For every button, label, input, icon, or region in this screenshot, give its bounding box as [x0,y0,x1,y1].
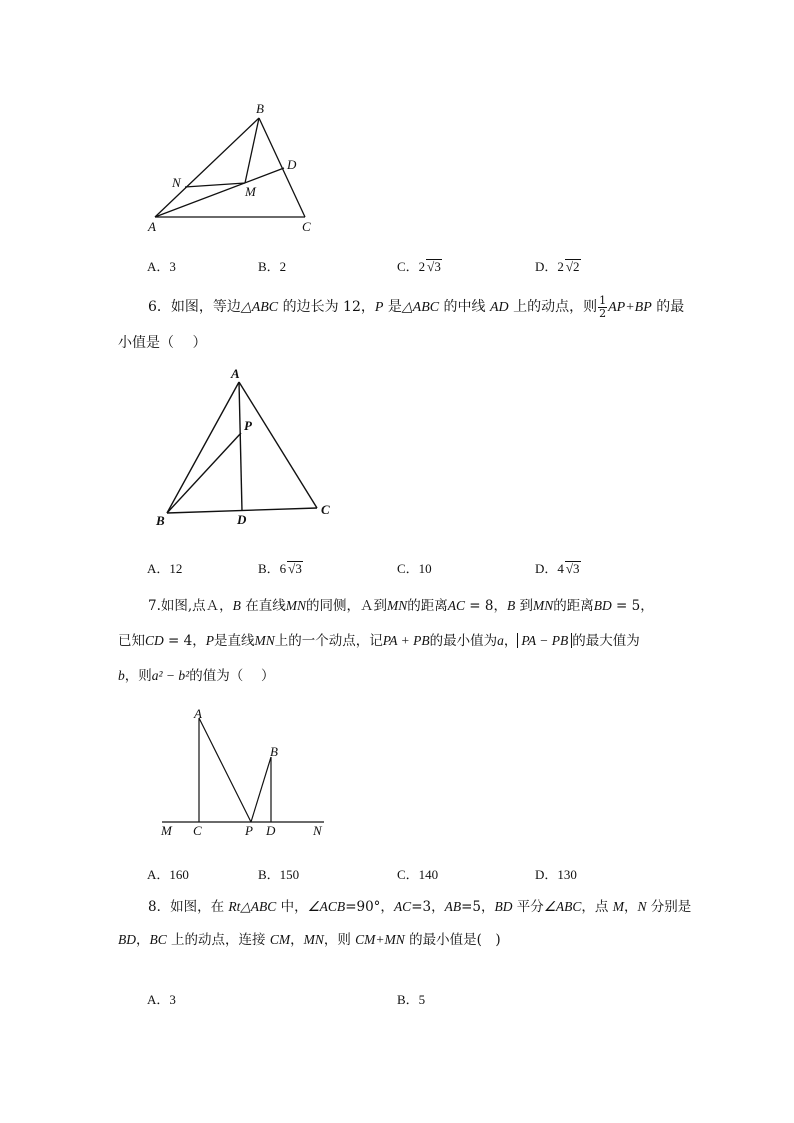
q8-option-a[interactable]: A．3 [147,992,176,1007]
fig6-label-D: D [237,512,247,527]
q6-option-b[interactable]: B．6 √3 [258,561,302,576]
fig6-label-B: B [156,513,165,528]
q5-option-c[interactable]: C．2 √3 [397,259,441,274]
q6-option-a[interactable]: A．12 [147,561,183,576]
sqrt-sign: √3 [565,561,580,576]
q6-stem-line1: 6．如图，等边△ABC 的边长为 12，P 是△ABC 的中线 AD 上的动点，则 $\frac{1}{2}$ AP+BP 的最 [148,294,685,320]
fig7-label-B: B [270,744,278,759]
fig5-label-A: A [148,219,156,234]
q6-option-d[interactable]: D．4 √3 [535,561,580,576]
segment-PB [251,757,271,822]
q7-option-c[interactable]: C．140 [397,867,439,882]
q5-option-d[interactable]: D．2 √2 [535,259,580,274]
sqrt-sign: √2 [565,259,580,274]
q6-stem-line2: 小值是（ ） [118,335,207,351]
segment-AP [199,718,251,822]
fig7-label-D: D [266,823,276,838]
fig7-label-M: M [161,823,172,838]
q8-option-b[interactable]: B．5 [397,992,426,1007]
fig5-label-D: D [287,157,297,172]
fig7-label-N: N [313,823,322,838]
q7-option-b[interactable]: B．150 [258,867,300,882]
q5-option-b[interactable]: B．2 [258,259,287,274]
q8-stem-line1: 8．如图，在 Rt△ABC 中，∠ACB=90°，AC=3，AB=5，BD 平分∠ABC，点 M，N 分别是 [148,899,692,915]
fig5-label-B: B [256,101,264,116]
fig5-label-M: M [245,184,256,199]
fig5-label-C: C [302,219,311,234]
q7-stem-line3: b，则a² − b²的值为（ ） [118,668,275,684]
fig6-label-C: C [321,502,330,517]
sqrt-sign: √3 [288,561,302,576]
fig7-label-P: P [245,823,253,838]
q5-option-a[interactable]: A．3 [147,259,176,274]
fig6-label-A: A [231,366,240,381]
fig6-label-P: P [244,418,252,433]
fig7-label-A: A [194,706,202,721]
q7-stem-line1: 7.如图,点Ａ，B 在直线MN的同侧，Ａ到MN的距离AC = 8，B 到MN的距离BD = 5， [148,598,654,614]
q8-stem-line2: BD，BC 上的动点，连接 CM，MN，则 CM+MN 的最小值是( ) [118,932,501,948]
q7-option-a[interactable]: A．160 [147,867,189,882]
q6-option-c[interactable]: C．10 [397,561,432,576]
absolute-value: PA − PB [517,633,572,648]
fig7-label-C: C [193,823,202,838]
q7-option-d[interactable]: D．130 [535,867,577,882]
sqrt-sign: √3 [427,259,441,274]
fig5-label-N: N [172,175,181,190]
fraction-one-half: $\frac{1}{2}$ [599,294,607,320]
q7-stem-line2: 已知CD = 4，P是直线MN上的一个动点，记PA + PB的最小值为a， PA − PB 的最大值为 [118,633,640,649]
